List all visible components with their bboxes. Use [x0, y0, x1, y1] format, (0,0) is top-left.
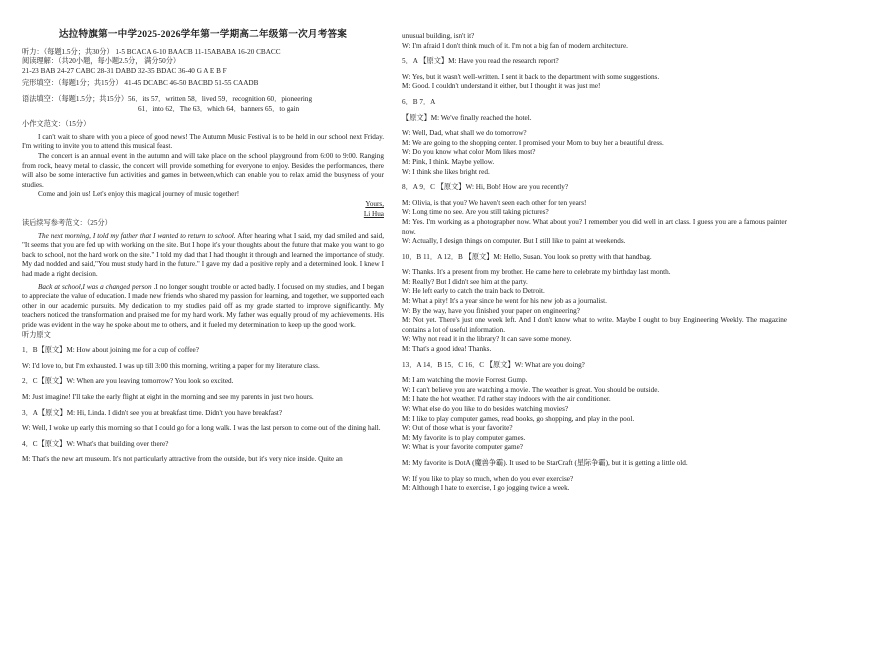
transcript-line: W: Long time no see. Are you still taking pictures?: [402, 208, 549, 217]
transcript-line: W: What else do you like to do besides watching movies?: [402, 405, 569, 413]
transcript-line: unusual building, isn't it?: [402, 32, 475, 40]
transcript-line: M: I am watching the movie Forrest Gump.: [402, 376, 528, 385]
transcript-line: M: I like to play computer games, read books, go shopping, and play in the pool.: [402, 414, 635, 423]
transcript-line: W: Do you know what color Mom likes most?: [402, 148, 536, 157]
transcript-line: 2．C【原文】W: When are you leaving tomorrow? You look so excited.: [22, 377, 234, 386]
writing-heading: 小作文范文：（15分）: [22, 120, 91, 129]
left-column: [22, 30, 384, 465]
transcript-line: W: If you like to play so much, when do you ever exercise?: [402, 474, 574, 483]
grammar-answers-line-2: 61．into 62．The 63．which 64．banners 65．to gain: [138, 104, 300, 113]
transcript-line: 10．B 11．A 12．B 【原文】M: Hello, Susan. You look so pretty with that handbag.: [402, 252, 652, 261]
transcript-line: W: I'm afraid I don't think much of it. I'm not a big fan of modern architecture.: [402, 41, 628, 50]
cloze-answers: 完形填空：（每题1分；共15分） 41-45 DCABC 46-50 BACBD 51-55 CAADB: [22, 79, 259, 88]
transcript-line: M: Really? But I didn't see him at the party.: [402, 277, 528, 286]
transcript-heading: 听力原文: [22, 330, 51, 339]
continuation-paragraph-1-opening: The next morning, I told my father that I wanted to return to school.: [38, 231, 236, 240]
transcript-line: W: I think she likes bright red.: [402, 167, 490, 176]
right-column: [402, 32, 787, 494]
continuation-paragraph-2: [22, 283, 384, 331]
grammar-answers-line-1: 语法填空：（每题1.5分；共15分）56．its 57．written 58．lived 59．recognition 60．pioneering: [22, 94, 313, 103]
transcript-line: M: Just imagine! I'll take the early flight at eight in the morning and see my parents in just two hours.: [22, 393, 314, 401]
transcript-line: W: Yes, but it wasn't well-written. I sent it back to the department with some suggestions.: [402, 72, 660, 81]
transcript-line: M: Not yet. There's just one week left. And I don't know what to write. Maybe I ought to buy Engineering Weekly. The magazine contains a lot of useful information.: [402, 316, 787, 334]
transcript-line: M: My favorite is DotA (魔兽争霸). It used to be StarCraft (星际争霸), but it is getting a little old.: [402, 458, 688, 467]
transcript-line: W: What is your favorite computer game?: [402, 443, 523, 452]
continuation-paragraph-2-body: .I no longer sought trouble or acted badly. I focused on my studies, and I began to appreciate the value of education. I made new friends who shared my passion for learning, and together, we supported each other in our academic pursuits. My dedication to my studies paid off as my grade started to improve significantly. My teachers noticed the transformation and praised me for my hard work. My father was equally proud of my achievements. His pride was evident in the way he spoke about me to others, and it fueled my determination to keep up the good work.: [22, 282, 385, 330]
transcript-line: W: Well, I woke up early this morning so that I could go for a long walk. I was the last person to come out of the dining hall.: [22, 424, 381, 433]
transcript-line: 4．C【原文】W: What's that building over there?: [22, 439, 169, 448]
transcript-line: W: Thanks. It's a present from my brother. He came here to celebrate my birthday last month.: [402, 268, 671, 277]
transcript-line: 6．B 7．A: [402, 97, 436, 106]
continuation-paragraph-2-opening: Back at school,I was a changed person: [38, 282, 152, 291]
transcript-line: M: Good. I couldn't understand it either, but I thought it was just me!: [402, 82, 601, 91]
writing-signoff: Yours,: [365, 199, 384, 208]
continuation-paragraph-1: [22, 232, 384, 280]
writing-paragraph-3: Come and join us! Let's enjoy this magical journey of music together!: [38, 190, 240, 199]
transcript-line: M: Yes. I'm working as a photographer now. What about you? I remember you did well in art class. I guess you are a famous painter now.: [402, 217, 787, 236]
transcript-line: W: I can't believe you are watching a movie. The weather is great. You should be outside.: [402, 385, 660, 394]
transcript-line: W: He left early to catch the train back to Detroit.: [402, 287, 545, 296]
transcript-line: M: Although I hate to exercise, I go jogging twice a week.: [402, 484, 570, 493]
writing-paragraph-2: The concert is an annual event in the autumn and will take place on the school playground from 6:00 to 9:00. Ranging from rock, heavy metal to classic, the concert will provide something for everyone to enjoy. Besides the performances, there will also be some interactive fun activities and games in between,which can enable you to relax amid the busyness of your studies.: [22, 151, 384, 189]
transcript-line: 3．A【原文】M: Hi, Linda. I didn't see you at breakfast time. Didn't you have breakfast?: [22, 408, 283, 417]
writing-signature: Li Hua: [363, 209, 384, 218]
transcript-line: 8．A 9．C 【原文】W: Hi, Bob! How are you recently?: [402, 183, 569, 192]
writing-paragraph-1: I can't wait to share with you a piece of good news! The Autumn Music Festival is to be held in our school next Friday. I'm writing to invite you to attend this musical feast.: [22, 132, 384, 151]
transcript-line: W: I'd love to, but I'm exhausted. I was up till 3:00 this morning, writing a paper for my literature class.: [22, 361, 320, 370]
listening-answers: 听力：（每题1.5分；共30分） 1-5 BCACA 6-10 BAACB 11-15ABABA 16-20 CBACC: [22, 47, 281, 56]
transcript-line: M: What a pity! It's a year since he went for his new job as a journalist.: [402, 297, 607, 306]
continuation-heading: 读后续写参考范文：（25分）: [22, 219, 112, 228]
document-title: 达拉特旗第一中学2025-2026学年第一学期高二年级第一次月考答案: [58, 29, 348, 40]
transcript-line: W: Well, Dad, what shall we do tomorrow?: [402, 129, 527, 138]
transcript-line: W: Out of those what is your favorite?: [402, 424, 513, 433]
transcript-line: W: Why not read it in the library? It can save some money.: [402, 335, 572, 344]
transcript-line: 5．A 【原文】M: Have you read the research report?: [402, 57, 559, 66]
transcript-line: M: I hate the hot weather. I'd rather stay indoors with the air conditioner.: [402, 395, 611, 404]
transcript-line: M: We are going to the shopping center. I promised your Mom to buy her a beautiful dress.: [402, 138, 664, 147]
transcript-line: W: Actually, I design things on computer. But I still like to paint at weekends.: [402, 237, 626, 246]
transcript-line: W: By the way, have you finished your paper on engineering?: [402, 306, 580, 315]
transcript-line: 【原文】M: We've finally reached the hotel.: [402, 113, 532, 122]
transcript-line: M: My favorite is to play computer games.: [402, 433, 526, 442]
transcript-line: M: That's the new art museum. It's not particularly attractive from the outside, but it's very nice inside. Quite an: [22, 455, 343, 464]
reading-answers-heading: 阅读理解：（共20小题，每小题2.5分， 满分50分）: [22, 57, 181, 66]
reading-answers: 21-23 BAB 24-27 CABC 28-31 DABD 32-35 BDAC 36-40 G A E B F: [22, 66, 227, 75]
transcript-line: 1．B【原文】M: How about joining me for a cup of coffee?: [22, 346, 199, 355]
continuation-paragraph-1-body: After hearing what I said, my dad smiled and said, "It seems that you are fed up with working on the site. But I hope it's your thoughts about the future that make you want to go back to school, not the hard work on the site." I told my dad that I had thought it through and learned the importance of study. My dad nodded and said,"You must study hard in the future." I gave my dad a positive reply and a determined look. I knew I had made a right decision.: [22, 231, 384, 279]
transcript-line: 13．A 14．B 15．C 16．C 【原文】W: What are you doing?: [402, 360, 585, 369]
transcript-line: M: Olivia, is that you? We haven't seen each other for ten years!: [402, 198, 587, 207]
transcript-line: M: That's a good idea! Thanks.: [402, 345, 492, 354]
transcript-line: M: Pink, I think. Maybe yellow.: [402, 157, 495, 166]
